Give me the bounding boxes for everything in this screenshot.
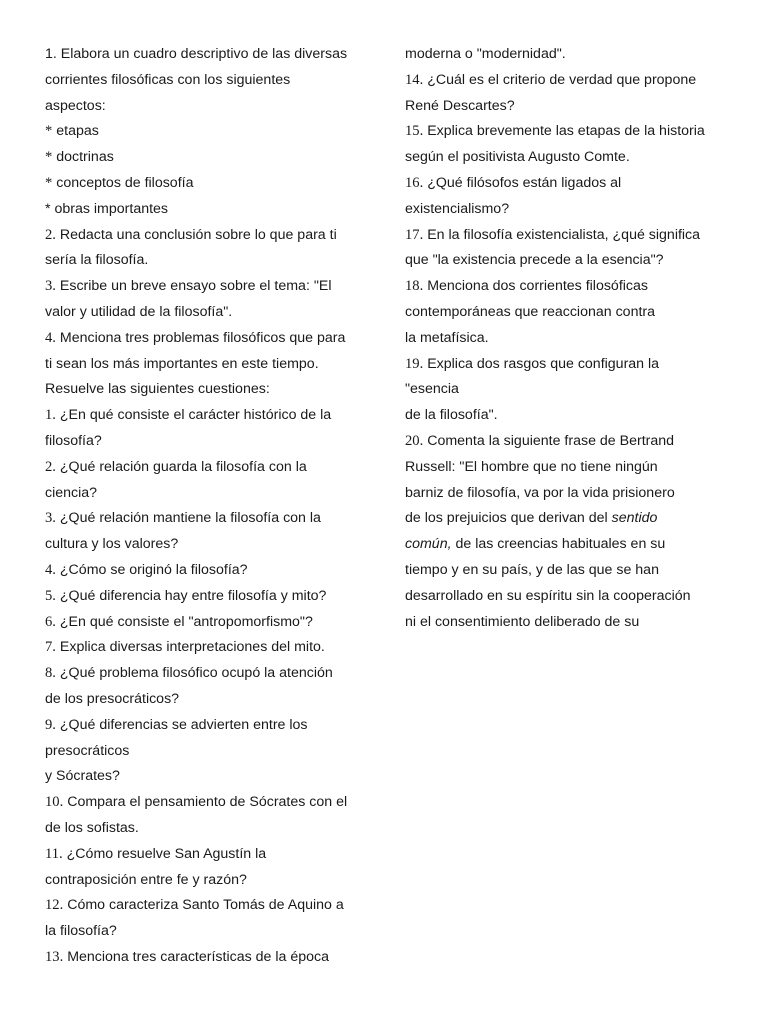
line-text: la filosofía? bbox=[45, 923, 117, 940]
text-line bbox=[45, 274, 375, 300]
text-line bbox=[45, 68, 375, 94]
line-text: ni el consentimiento deliberado de su bbox=[405, 613, 640, 630]
line-text: ¿En qué consiste el carácter histórico de la bbox=[55, 407, 332, 424]
line-text: tiempo y en su país, y de las que se han bbox=[405, 561, 659, 578]
line-text: corrientes filosóficas con los siguientes bbox=[45, 71, 291, 88]
text-line bbox=[45, 248, 375, 274]
text-line bbox=[405, 119, 745, 145]
left-column bbox=[45, 42, 375, 971]
line-text: Comenta la siguiente frase de Bertrand bbox=[423, 432, 675, 449]
item-number: 10. bbox=[45, 794, 64, 811]
text-line bbox=[405, 274, 745, 300]
line-text: aspectos: bbox=[45, 97, 106, 114]
line-text: valor y utilidad de la filosofía". bbox=[45, 303, 233, 320]
text-line bbox=[45, 868, 375, 894]
item-number: 4. bbox=[45, 329, 56, 346]
line-text: Elabora un cuadro descriptivo de las diversas bbox=[56, 46, 348, 62]
text-line bbox=[45, 687, 375, 713]
text-line bbox=[405, 197, 745, 223]
line-text: de los sofistas. bbox=[45, 819, 139, 836]
item-number: * bbox=[45, 200, 51, 217]
right-column bbox=[405, 42, 745, 635]
item-number: 6. bbox=[45, 613, 56, 630]
line-text: sería la filosofía. bbox=[45, 252, 149, 269]
line-text: Resuelve las siguientes cuestiones: bbox=[45, 381, 270, 398]
text-line bbox=[45, 352, 375, 378]
line-text: de la filosofía". bbox=[405, 407, 498, 424]
line-text: "esencia bbox=[405, 381, 459, 398]
line-text: Russell: "El hombre que no tiene ningún bbox=[405, 458, 658, 475]
item-number: 3. bbox=[45, 510, 56, 527]
text-line bbox=[45, 223, 375, 249]
text-line bbox=[405, 326, 745, 352]
text-line bbox=[405, 248, 745, 274]
line-text: Menciona tres características de la época bbox=[63, 948, 330, 965]
text-line bbox=[45, 739, 375, 765]
text-line bbox=[45, 584, 375, 610]
item-number: 3. bbox=[45, 278, 56, 295]
line-text: ciencia? bbox=[45, 484, 98, 501]
text-line bbox=[405, 68, 745, 94]
text-line bbox=[45, 455, 375, 481]
line-text: cultura y los valores? bbox=[45, 536, 179, 553]
item-number: 12. bbox=[45, 897, 64, 914]
line-text: según el positivista Augusto Comte. bbox=[405, 149, 630, 166]
text-line bbox=[405, 506, 745, 532]
item-number: 11. bbox=[45, 845, 63, 862]
item-number: 1. bbox=[45, 46, 57, 62]
item-number: * bbox=[45, 123, 53, 140]
text-line bbox=[45, 713, 375, 739]
text-line bbox=[45, 764, 375, 790]
line-text: Menciona dos corrientes filosóficas bbox=[423, 278, 648, 295]
item-number: 2. bbox=[45, 458, 56, 475]
text-line bbox=[45, 171, 375, 197]
line-text: doctrinas bbox=[52, 149, 114, 166]
item-number: 18. bbox=[405, 278, 424, 295]
item-number: 7. bbox=[45, 639, 56, 656]
text-line bbox=[405, 403, 745, 429]
text-line bbox=[405, 171, 745, 197]
line-text: la metafísica. bbox=[405, 329, 489, 346]
text-line bbox=[405, 558, 745, 584]
line-text: Menciona tres problemas filosóficos que para bbox=[55, 329, 346, 346]
line-text: Escribe un breve ensayo sobre el tema: "El bbox=[55, 278, 332, 295]
line-text: obras importantes bbox=[50, 200, 169, 217]
line-text: contemporáneas que reaccionan contra bbox=[405, 303, 656, 320]
line-text: presocráticos bbox=[45, 742, 130, 759]
text-line bbox=[45, 300, 375, 326]
text-line bbox=[45, 945, 375, 971]
item-number: 14. bbox=[405, 71, 424, 88]
item-number: 4. bbox=[45, 561, 56, 578]
emphasis-text: común, bbox=[405, 536, 452, 553]
line-text: René Descartes? bbox=[405, 97, 515, 114]
line-text: existencialismo? bbox=[405, 200, 510, 217]
text-line bbox=[45, 377, 375, 403]
line-text: desarrollado en su espíritu sin la cooperación bbox=[405, 587, 691, 604]
line-text: ¿Qué diferencias se advierten entre los bbox=[55, 716, 308, 733]
item-number: 9. bbox=[45, 716, 56, 733]
item-number: * bbox=[45, 149, 53, 166]
line-text: barniz de filosofía, va por la vida prisionero bbox=[405, 484, 675, 501]
line-text: moderna o "modernidad". bbox=[405, 46, 566, 62]
text-line bbox=[45, 145, 375, 171]
line-text: ¿Qué filósofos están ligados al bbox=[423, 174, 622, 191]
line-text: ¿Cómo resuelve San Agustín la bbox=[62, 845, 267, 862]
line-text: Cómo caracteriza Santo Tomás de Aquino a bbox=[63, 897, 344, 914]
item-number: * bbox=[45, 174, 53, 191]
text-line bbox=[45, 790, 375, 816]
item-number: 2. bbox=[45, 226, 56, 243]
text-line bbox=[405, 377, 745, 403]
text-line bbox=[45, 481, 375, 507]
text-line bbox=[405, 94, 745, 120]
line-text: ¿Qué relación mantiene la filosofía con la bbox=[55, 510, 321, 527]
text-line bbox=[45, 635, 375, 661]
item-number: 1. bbox=[45, 407, 56, 424]
item-number: 13. bbox=[45, 948, 64, 965]
line-text: ¿Qué relación guarda la filosofía con la bbox=[55, 458, 307, 475]
text-line bbox=[45, 919, 375, 945]
text-line bbox=[405, 300, 745, 326]
text-line bbox=[405, 223, 745, 249]
item-number: 16. bbox=[405, 174, 424, 191]
text-line bbox=[45, 197, 375, 223]
text-line bbox=[45, 558, 375, 584]
line-text: y Sócrates? bbox=[45, 768, 120, 785]
text-line bbox=[45, 532, 375, 558]
text-line bbox=[45, 119, 375, 145]
text-line bbox=[45, 610, 375, 636]
line-text: Explica dos rasgos que configuran la bbox=[423, 355, 660, 372]
item-number: 5. bbox=[45, 587, 56, 604]
text-line bbox=[45, 94, 375, 120]
text-line bbox=[45, 429, 375, 455]
emphasis-text: sentido bbox=[611, 510, 658, 527]
text-line bbox=[45, 842, 375, 868]
text-line bbox=[45, 42, 375, 68]
line-text: En la filosofía existencialista, ¿qué significa bbox=[423, 226, 701, 243]
text-line bbox=[45, 326, 375, 352]
line-text: etapas bbox=[52, 123, 99, 140]
text-line bbox=[405, 352, 745, 378]
line-text: Explica diversas interpretaciones del mito. bbox=[55, 639, 325, 656]
line-text: ¿En qué consiste el "antropomorfismo"? bbox=[55, 613, 313, 630]
text-line bbox=[405, 42, 745, 68]
line-text: ¿Cuál es el criterio de verdad que propone bbox=[423, 71, 697, 88]
text-line bbox=[45, 403, 375, 429]
line-text: contraposición entre fe y razón? bbox=[45, 871, 247, 888]
line-text: filosofía? bbox=[45, 432, 102, 449]
line-text: conceptos de filosofía bbox=[52, 174, 194, 191]
item-number: 17. bbox=[405, 226, 424, 243]
text-line bbox=[405, 455, 745, 481]
text-line bbox=[405, 584, 745, 610]
line-text: de las creencias habituales en su bbox=[451, 536, 666, 553]
text-line bbox=[405, 145, 745, 171]
line-text: de los presocráticos? bbox=[45, 690, 180, 707]
item-number: 20. bbox=[405, 432, 424, 449]
line-text: Compara el pensamiento de Sócrates con el bbox=[63, 794, 348, 811]
line-text: de los prejuicios que derivan del bbox=[405, 510, 612, 527]
item-number: 8. bbox=[45, 665, 56, 682]
text-line bbox=[45, 893, 375, 919]
line-text: que "la existencia precede a la esencia"? bbox=[405, 252, 664, 269]
text-line bbox=[405, 481, 745, 507]
line-text: ¿Qué problema filosófico ocupó la atención bbox=[55, 665, 333, 682]
text-line bbox=[45, 661, 375, 687]
text-line bbox=[405, 610, 745, 636]
text-line bbox=[405, 429, 745, 455]
text-line bbox=[405, 532, 745, 558]
text-line bbox=[45, 816, 375, 842]
line-text: ti sean los más importantes en este tiempo. bbox=[45, 355, 319, 372]
text-line bbox=[45, 506, 375, 532]
item-number: 19. bbox=[405, 355, 424, 372]
line-text: ¿Qué diferencia hay entre filosofía y mito? bbox=[55, 587, 327, 604]
line-text: ¿Cómo se originó la filosofía? bbox=[55, 561, 248, 578]
line-text: Explica brevemente las etapas de la historia bbox=[423, 123, 705, 140]
line-text: Redacta una conclusión sobre lo que para ti bbox=[55, 226, 337, 243]
item-number: 15. bbox=[405, 123, 424, 140]
